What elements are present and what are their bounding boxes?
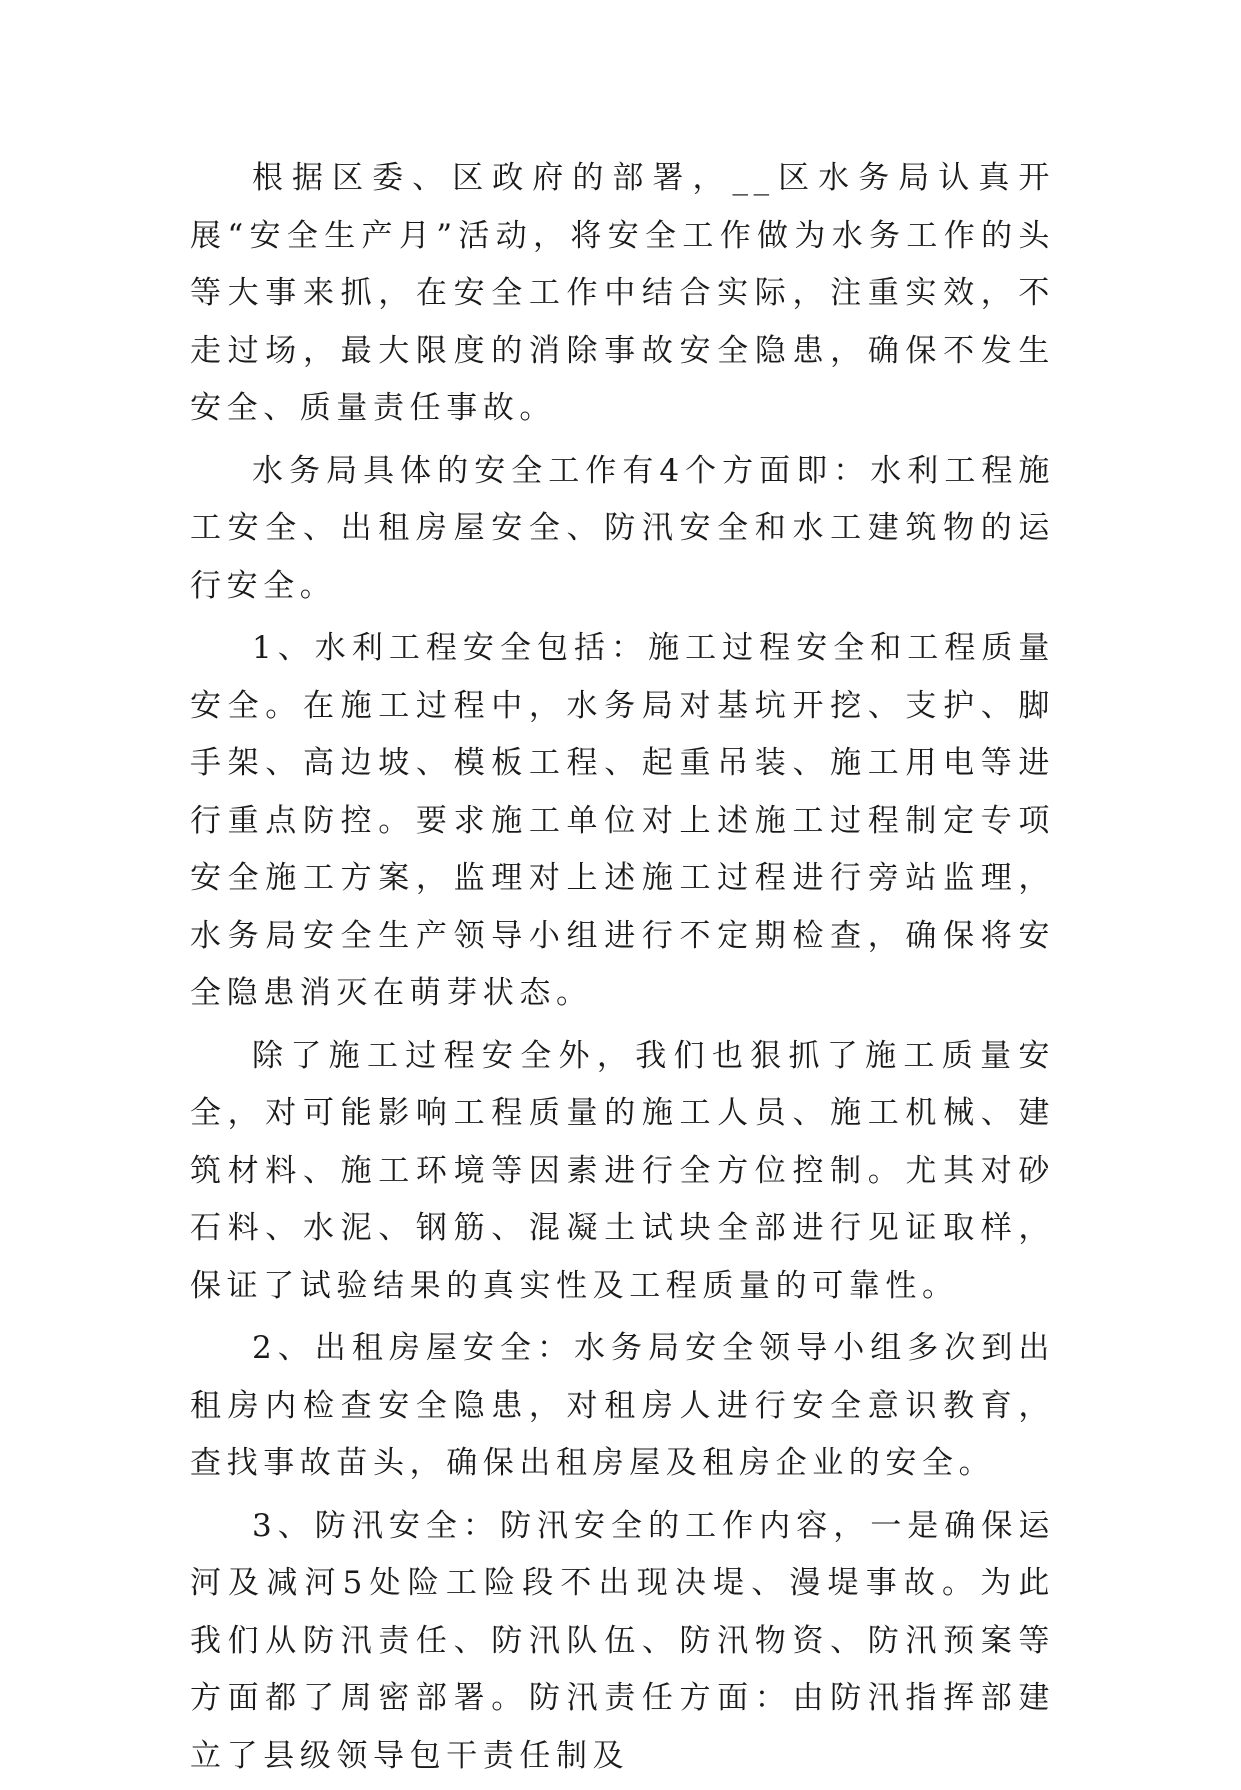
- paragraph-quality: 除了施工过程安全外，我们也狠抓了施工质量安全，对可能影响工程质量的施工人员、施工机械、建筑材料、施工环境等因素进行全方位控制。尤其对砂石料、水泥、钢筋、混凝土试块全部进行见证取样，保证了试验结果的真实性及工程质量的可靠性。: [190, 1037, 1055, 1304]
- document-body: [190, 150, 1055, 1790]
- paragraph-overview: 水务局具体的安全工作有4个方面即：水利工程施工安全、出租房屋安全、防汛安全和水工建筑物的运行安全。: [190, 452, 1055, 604]
- paragraph-intro: 根据区委、区政府的部署，__区水务局认真开展“安全生产月”活动，将安全工作做为水务工作的头等大事来抓，在安全工作中结合实际，注重实效，不走过场，最大限度的消除事故安全隐患，确保不发生安全、质量责任事故。: [190, 160, 1055, 426]
- paragraph-item-1: 1、水利工程安全包括：施工过程安全和工程质量安全。在施工过程中，水务局对基坑开挖、支护、脚手架、高边坡、模板工程、起重吊装、施工用电等进行重点防控。要求施工单位对上述施工过程制定专项安全施工方案，监理对上述施工过程进行旁站监理，水务局安全生产领导小组进行不定期检查，确保将安全隐患消灭在萌芽状态。: [190, 630, 1055, 1011]
- paragraph-item-2: 2、出租房屋安全：水务局安全领导小组多次到出租房内检查安全隐患，对租房人进行安全意识教育，查找事故苗头，确保出租房屋及租房企业的安全。: [190, 1330, 1055, 1481]
- paragraph-item-3: 3、防汛安全：防汛安全的工作内容，一是确保运河及减河5处险工险段不出现决堤、漫堤事故。为此我们从防汛责任、防汛队伍、防汛物资、防汛预案等方面都了周密部署。防汛责任方面：由防汛指挥部建立了县级领导包干责任制及: [190, 1507, 1055, 1774]
